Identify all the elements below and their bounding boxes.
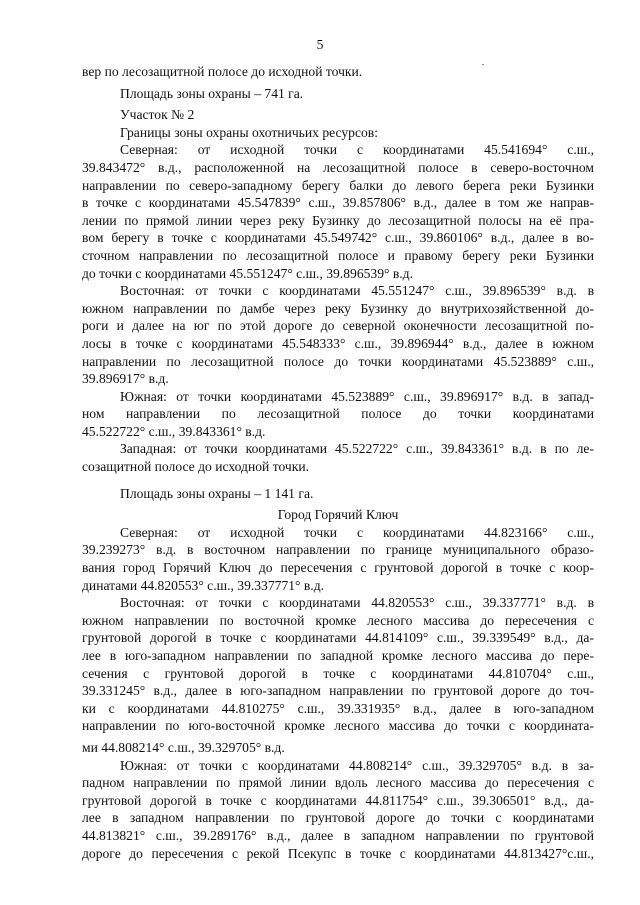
text-line: Южная: от точки координатами 45.523889° с.ш., 39.896917° в.д. в запад- [120,388,594,404]
text-line: лении по прямой линии через реку Бузинку до лесозащитной полосы на её пра- [82,212,594,228]
text-line: Западная: от точки координатами 45.522722° с.ш., 39.843361° в.д. в по ле- [120,441,594,457]
text-line: до точки с координатами 45.551247° с.ш., 39.896539° в.д. [82,265,413,281]
text-line: Южная: от точки с координатами 44.808214° с.ш., 39.329705° в.д. в за- [120,757,594,773]
text-line: 39.239273° в.д. в восточном направлении по границе муниципального образо- [82,542,594,558]
text-line: лее в юго-западном направлении по западной кромке лесного массива до пере- [82,648,594,663]
text-line: Восточная: от точки с координатами 45.551247° с.ш., 39.896539° в.д. в [120,283,594,299]
text-line: 44.813821° с.ш., 39.289176° в.д., далее в западном направлении по грунтовой [82,827,594,843]
text-line: ки с координатами 44.810275° с.ш., 39.331935° в.д., далее в юго-западном [82,700,594,716]
text-line: динатами 44.820553° с.ш., 39.337771° в.д. [82,577,325,593]
text-line: 39.843472° в.д., расположенной на лесозащитной полосе в северо-восточном [82,159,594,175]
text-line: грунтовой дорогой в точке с координатами 44.814109° с.ш., 39.339549° в.д., да- [82,630,594,646]
text-line: 45.522722° с.ш., 39.843361° в.д. [82,423,266,439]
text-line: Восточная: от точки с координатами 44.820553° с.ш., 39.337771° в.д. в [120,595,594,611]
text-line: направлении по юго-восточной кромке лесного массива до точки с координата- [82,718,594,734]
page-number: 5 [316,37,324,52]
section-heading: Город Горячий Ключ [277,507,399,523]
text-line: Северная: от исходной точки с координатами 44.823166° с.ш., [120,524,594,540]
text-line: роги и далее на юг по этой дороге до северной оконечности лесозащитной по- [82,318,594,334]
text-line: ми 44.808214° с.ш., 39.329705° в.д. [82,739,285,755]
text-line: в точке с координатами 45.547839° с.ш., 39.857806° в.д., далее в том же направ- [82,195,594,211]
text-line: дороге до пересечения с рекой Псекупс в точке с координатами 44.813427°с.ш., [82,845,594,861]
text-line: сточном направлении по лесозащитной полосе и правому берегу реки Бузинки [82,247,594,263]
text-line: вом берегу в точке с координатами 45.549742° с.ш., 39.860106° в.д., далее в во- [82,230,594,246]
text-line: южном направлении по восточной кромке лесного массива до пересечения с [82,612,594,628]
text-line: грунтовой дорогой в точке с координатами 44.811754° с.ш., 39.306501° в.д., да- [82,792,594,808]
text-line: созащитной полосе до исходной точки. [82,459,310,475]
text-line: вер по лесозащитной полосе до исходной точки. [82,64,363,79]
line-spacer [82,476,594,485]
text-line: Северная: от исходной точки с координатами 45.541694° с.ш., [120,142,594,158]
text-line: Площадь зоны охраны – 741 га. [120,85,304,101]
text-line: лосы в точке с координатами 45.548333° с.ш., 39.896944° в.д., далее в южном [82,335,594,351]
text-line: 39.331245° в.д., далее в юго-западном направлении по грунтовой дороге до точ- [82,683,594,699]
text-line: направлении по лесозащитной полосе до точки координатами 45.523889° с.ш., [82,353,594,369]
text-line: ном направлении по лесозащитной полосе до точки координатами [82,406,594,422]
text-line: направлении по северо-западному берегу балки до левого берега реки Бузинки [82,177,594,193]
text-line: 39.896917° в.д. [82,371,169,387]
text-line: сечения с грунтовой дорогой в точке с координатами 44.810704° с.ш., [82,665,594,681]
document-body [82,63,594,862]
text-line: Участок № 2 [120,107,195,123]
text-line: Площадь зоны охраны – 1 141 га. [120,485,314,501]
text-line: лее в западном направлении по грунтовой дороге до точки с координатами [82,810,594,826]
text-line: южном направлении по дамбе через реку Бузинку до внутрихозяйственной до- [82,300,594,316]
text-line: падном направлении по прямой линии вдоль лесного массива до пересечения с [82,775,594,791]
text-line: Границы зоны охраны охотничьих ресурсов: [120,124,378,140]
text-line: вания город Горячий Ключ до пересечения с грунтовой дорогой в точке с коор- [82,560,594,576]
